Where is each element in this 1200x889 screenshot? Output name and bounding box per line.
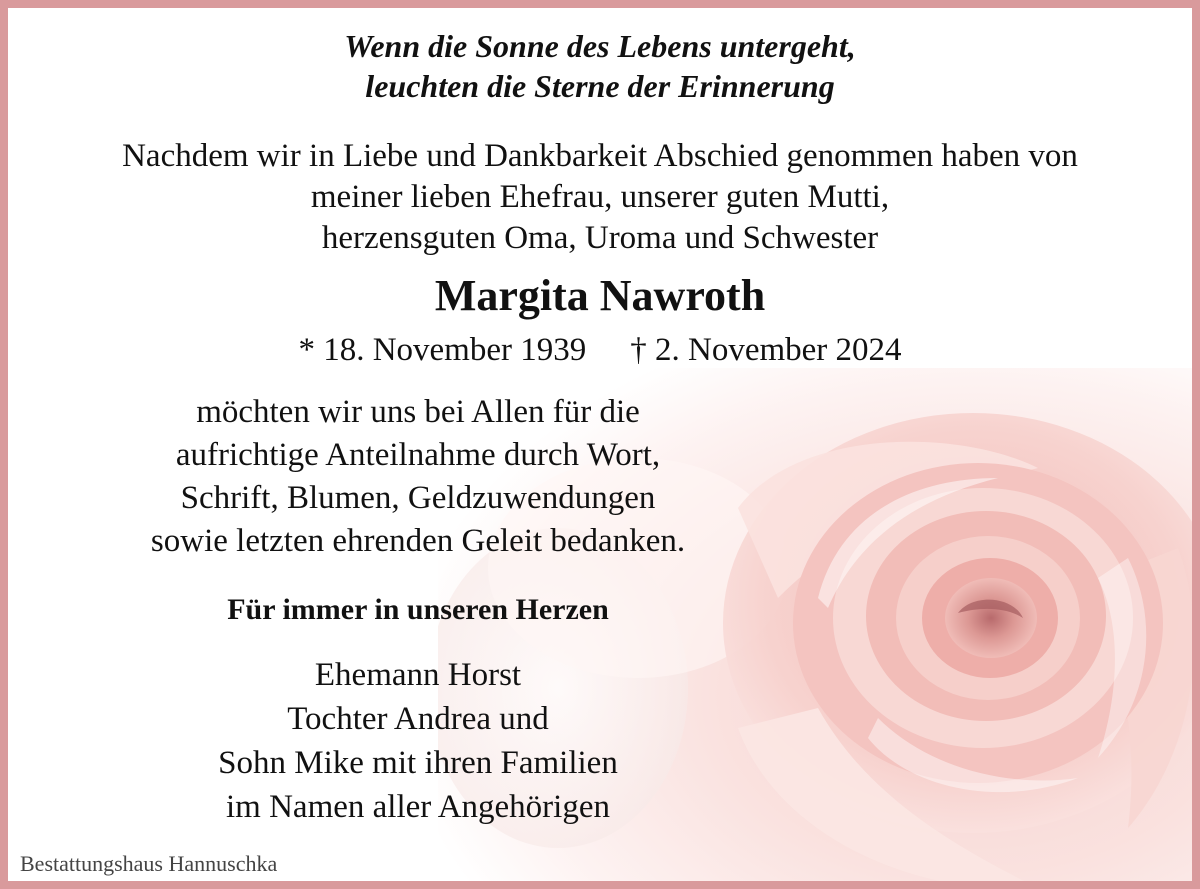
thanks-line-3: Schrift, Blumen, Geldzuwendungen xyxy=(180,480,656,516)
family-line-2: Tochter Andrea und xyxy=(287,701,549,737)
funeral-home-name: Bestattungshaus Hannuschka xyxy=(20,851,278,876)
deceased-name: Margita Nawroth xyxy=(434,271,766,320)
motto-line-1: Wenn die Sonne des Lebens untergeht, xyxy=(344,28,856,64)
family-line-3: Sohn Mike mit ihren Familien xyxy=(218,745,618,781)
thanks-line-2: aufrichtige Anteilnahme durch Wort, xyxy=(175,437,661,473)
birth-date: * 18. November 1939 xyxy=(298,332,587,368)
closing-line: Für immer in unseren Herzen xyxy=(227,593,609,626)
thanks-text xyxy=(78,391,758,563)
intro-line-3: herzensguten Oma, Uroma und Schwester xyxy=(321,220,879,256)
intro-line-2: meiner lieben Ehefrau, unserer guten Mutti, xyxy=(310,179,890,215)
death-date: † 2. November 2024 xyxy=(630,332,902,368)
life-dates xyxy=(8,330,1192,370)
family-line-4: im Namen aller Angehörigen xyxy=(226,789,610,825)
thanks-line-4: sowie letzten ehrenden Geleit bedanken. xyxy=(150,523,686,559)
thanks-line-1: möchten wir uns bei Allen für die xyxy=(196,394,640,430)
family-line-1: Ehemann Horst xyxy=(314,657,522,693)
motto-line-2: leuchten die Sterne der Erinnerung xyxy=(365,68,835,104)
motto xyxy=(8,26,1192,106)
intro-line-1: Nachdem wir in Liebe und Dankbarkeit Abschied genommen haben von xyxy=(122,138,1078,174)
family-signature xyxy=(78,653,758,829)
intro-text xyxy=(8,136,1192,259)
